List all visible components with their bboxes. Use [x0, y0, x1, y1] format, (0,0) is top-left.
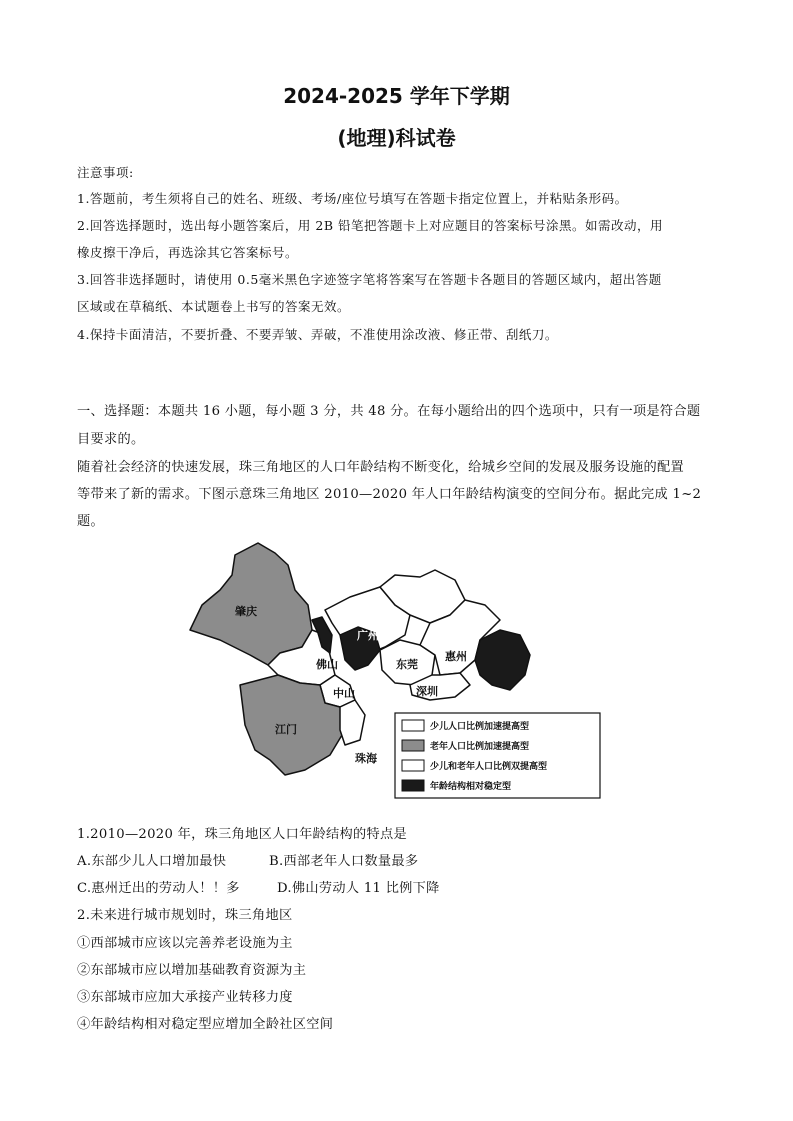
question-2-statement: ④年龄结构相对稳定型应增加全龄社区空间 — [77, 1017, 334, 1032]
question-2-statement: ③东部城市应加大承接产业转移力度 — [77, 990, 293, 1005]
label-zhongshan: 中山 — [333, 687, 355, 700]
intro-text: 等带来了新的需求。下图示意珠三角地区 2010—2020 年人口年龄结构演变的空间分布。据此完成 1~2 — [77, 487, 702, 502]
label-zhaoqing: 肇庆 — [235, 605, 257, 618]
label-dongguan: 东莞 — [396, 658, 418, 671]
notice-item: 区域或在草稿纸、本试题卷上书写的答案无效。 — [77, 299, 351, 314]
legend-label: 年龄结构相对稳定型 — [430, 782, 512, 792]
question-1-option-c: C.惠州迁出的劳动人！！多 — [77, 881, 240, 896]
exam-title: 2024-2025 学年下学期 — [283, 84, 510, 108]
label-foshan: 佛山 — [316, 658, 338, 671]
intro-text: 随着社会经济的快速发展，珠三角地区的人口年龄结构不断变化，给城乡空间的发展及服务设施的配置 — [77, 460, 684, 475]
notice-item: 橡皮擦干净后，再选涂其它答案标号。 — [77, 245, 299, 260]
notice-item: 2.回答选择题时，选出每小题答案后，用 2B 铅笔把答题卡上对应题目的答案标号涂黑。如需改动，用 — [77, 218, 664, 233]
question-2-statement: ①西部城市应该以完善养老设施为主 — [77, 936, 293, 951]
region-zhaoqing — [190, 543, 312, 665]
legend-swatch — [402, 740, 424, 751]
region-huizhou-stable — [475, 630, 530, 690]
intro-text: 题。 — [77, 514, 104, 529]
notice-item: 4.保持卡面清洁，不要折叠、不要弄皱、弄破，不准使用涂改液、修正带、刮纸刀。 — [77, 327, 558, 342]
label-guangzhou: 广州 — [357, 629, 379, 642]
question-1-option-d: D.佛山劳动人 11 比例下降 — [277, 881, 440, 896]
question-1-option-a: A.东部少儿人口增加最快 — [77, 854, 227, 869]
prd-age-structure-map — [180, 535, 610, 792]
question-2-statement: ②东部城市应以增加基础教育资源为主 — [77, 963, 307, 978]
exam-subject: (地理)科试卷 — [337, 126, 456, 150]
legend-label: 少儿和老年人口比例双提高型 — [430, 762, 548, 772]
label-shenzhen: 深圳 — [416, 685, 438, 698]
legend-label: 老年人口比例加速提高型 — [430, 742, 530, 752]
map-legend — [395, 713, 600, 798]
legend-swatch — [402, 760, 424, 771]
legend-swatch — [402, 780, 424, 791]
question-1-option-b: B.西部老年人口数量最多 — [269, 854, 419, 869]
section-instruction: 目要求的。 — [77, 432, 145, 447]
question-2-stem: 2.未来进行城市规划时，珠三角地区 — [77, 908, 293, 923]
label-zhuhai: 珠海 — [355, 752, 377, 765]
notice-item: 3.回答非选择题时，请使用 0.5毫米黑色字迹签字笔将答案写在答题卡各题目的答题区域内，超出答题 — [77, 272, 662, 287]
notice-heading: 注意事项: — [77, 165, 134, 180]
legend-label: 少儿人口比例加速提高型 — [430, 722, 530, 732]
region-zhuhai — [340, 700, 365, 745]
label-huizhou: 惠州 — [445, 650, 467, 663]
label-jiangmen: 江门 — [275, 723, 297, 736]
legend-swatch — [402, 720, 424, 731]
notice-item: 1.答题前，考生须将自己的姓名、班级、考场/座位号填写在答题卡指定位置上，并粘贴条形码。 — [77, 191, 628, 206]
question-1-stem: 1.2010—2020 年，珠三角地区人口年龄结构的特点是 — [77, 827, 407, 842]
section-instruction: 一、选择题：本题共 16 小题，每小题 3 分，共 48 分。在每小题给出的四个选项中，只有一项是符合题 — [77, 404, 701, 419]
